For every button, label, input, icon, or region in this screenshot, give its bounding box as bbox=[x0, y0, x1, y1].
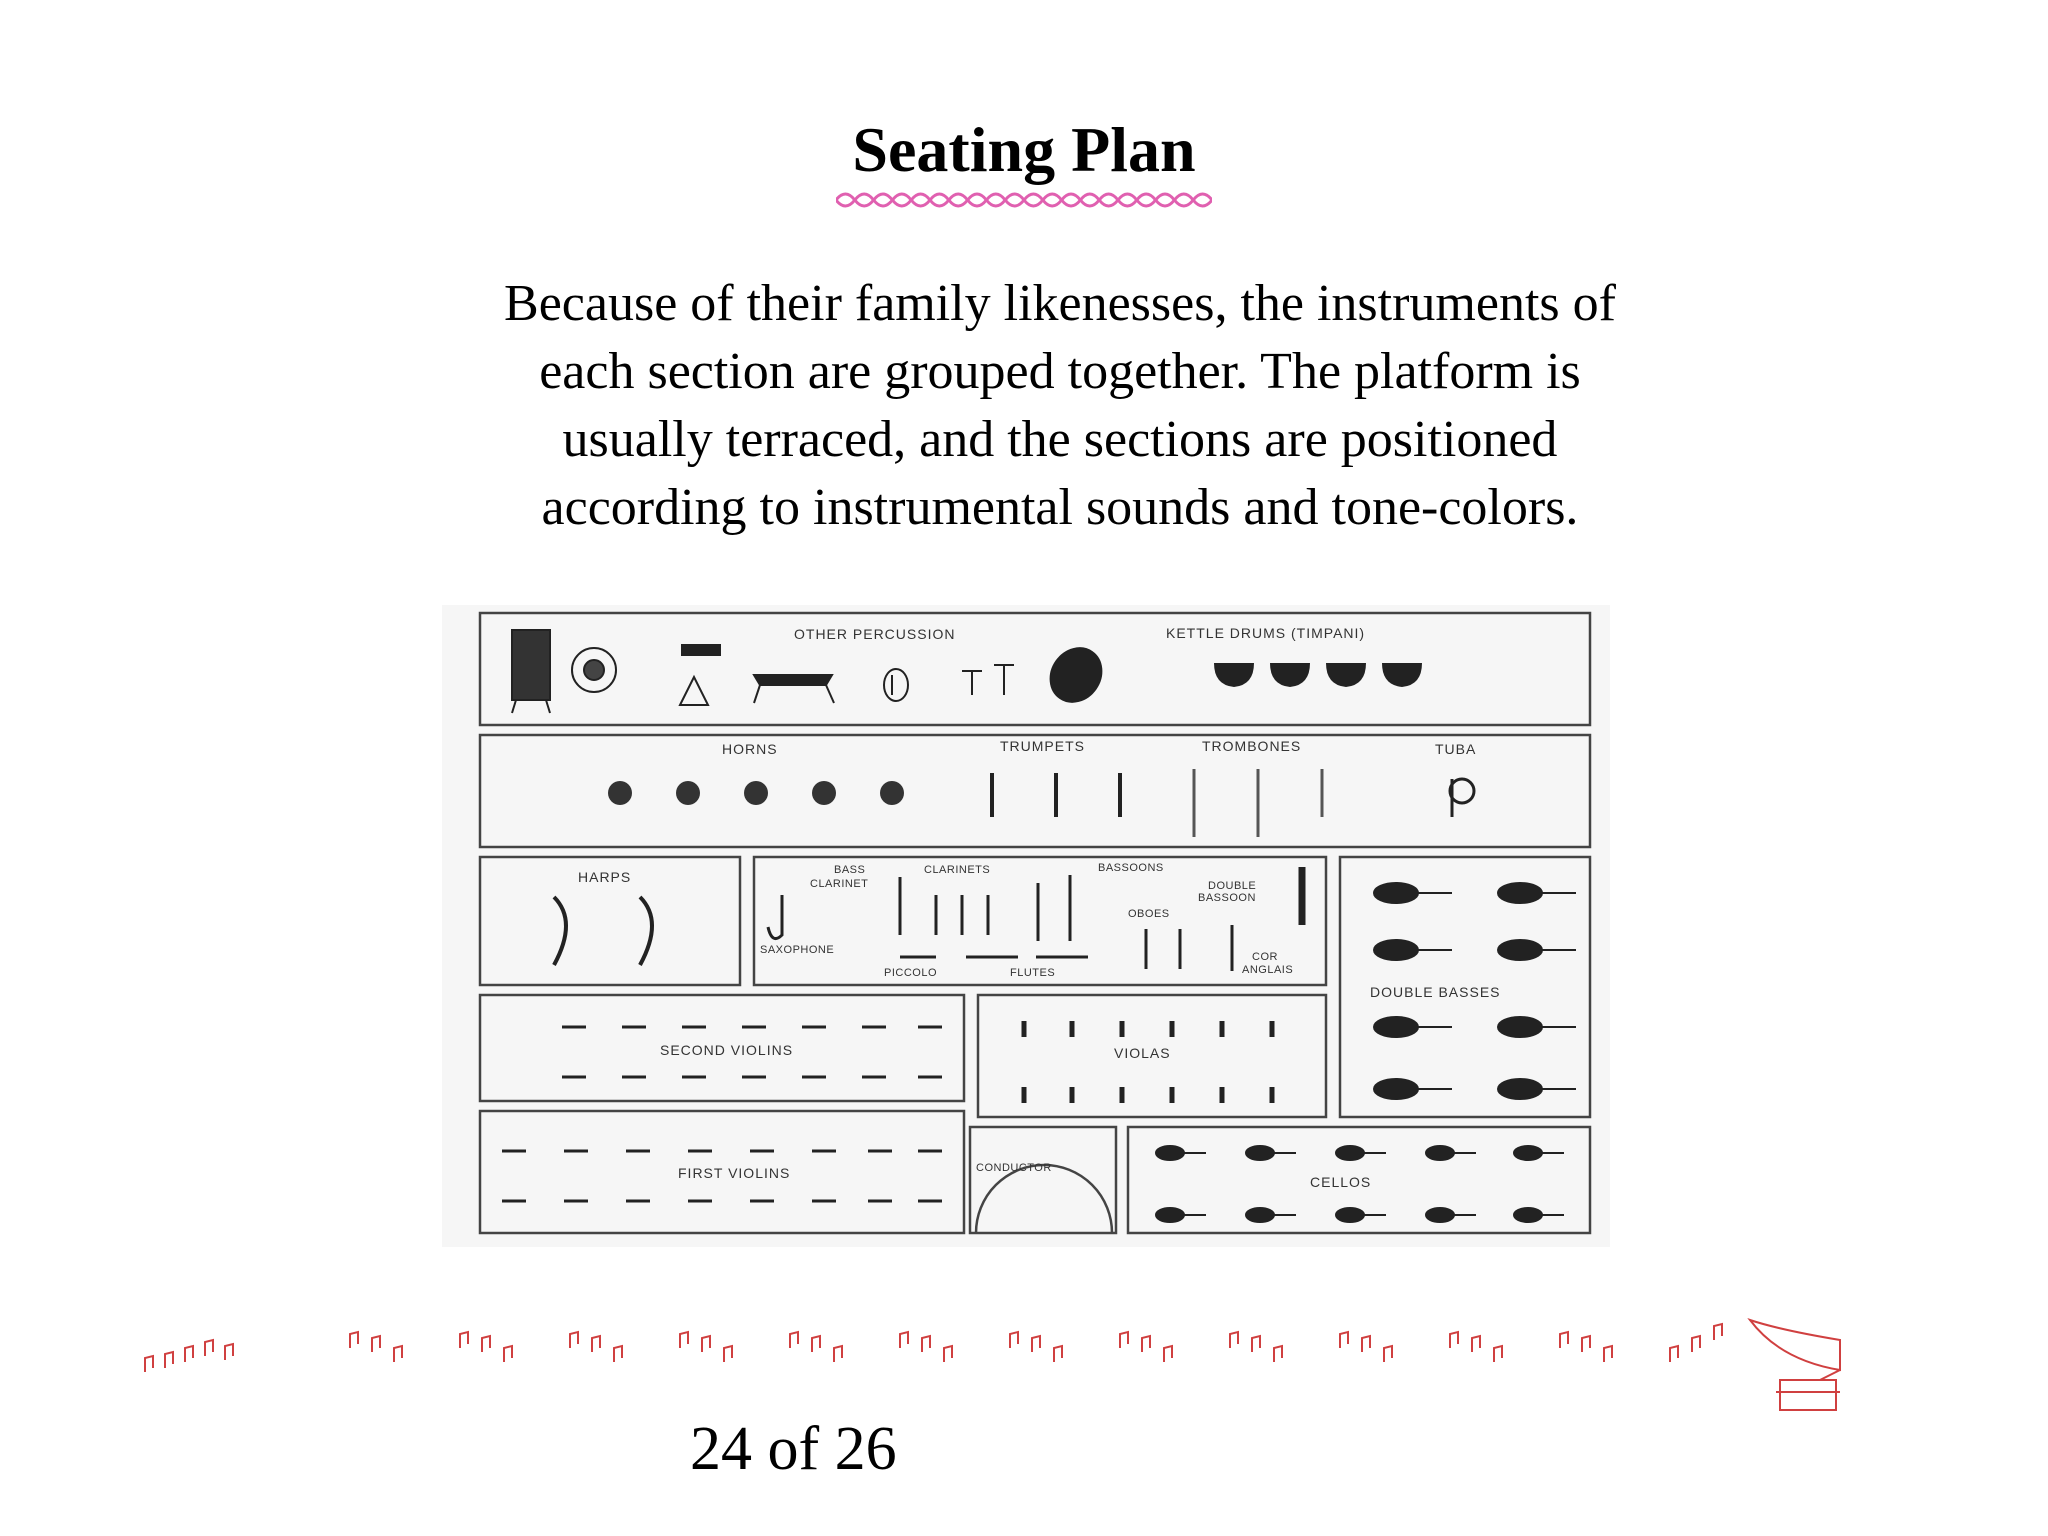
trombone-icons bbox=[1194, 769, 1322, 837]
timpani-icon bbox=[1214, 663, 1254, 687]
timpani-icons bbox=[1214, 663, 1422, 687]
label-saxophone: SAXOPHONE bbox=[760, 944, 835, 956]
label-oboes: OBOES bbox=[1128, 908, 1170, 920]
music-notes-icon bbox=[1120, 1332, 1172, 1362]
timpani-icon bbox=[1326, 663, 1366, 687]
music-notes-icon bbox=[1230, 1332, 1282, 1362]
conductor-box bbox=[970, 1127, 1116, 1233]
slide-title: Seating Plan bbox=[852, 114, 1196, 185]
double-bass-icon bbox=[1498, 1079, 1542, 1099]
cello-icon bbox=[1246, 1146, 1274, 1160]
label-cellos: CELLOS bbox=[1310, 1174, 1372, 1190]
double-bass-icon bbox=[1498, 940, 1542, 960]
cello-icon bbox=[1336, 1146, 1364, 1160]
label-first-violins: FIRST VIOLINS bbox=[678, 1165, 791, 1181]
timpani-icon bbox=[1382, 663, 1422, 687]
label-cor-anglais-1: COR bbox=[1252, 951, 1278, 963]
double-bass-icon bbox=[1498, 1017, 1542, 1037]
music-notes-icon bbox=[790, 1332, 842, 1362]
label-harps: HARPS bbox=[578, 869, 632, 885]
label-double-bassoon-2: BASSOON bbox=[1198, 892, 1256, 904]
glockenspiel-icon bbox=[682, 645, 720, 655]
title-wave-underline bbox=[836, 188, 1212, 212]
music-notes-border bbox=[140, 1300, 1940, 1430]
music-notes-icon bbox=[1340, 1332, 1392, 1362]
body-line-4: according to instrumental sounds and tone-colors. bbox=[541, 479, 1579, 536]
music-notes-icon bbox=[1670, 1324, 1722, 1362]
music-notes-icon bbox=[145, 1340, 233, 1372]
seating-plan-diagram bbox=[442, 605, 1610, 1247]
label-bassoons: BASSOONS bbox=[1098, 862, 1164, 874]
viola-icons bbox=[1024, 1021, 1272, 1103]
label-double-bassoon-1: DOUBLE bbox=[1208, 880, 1257, 892]
french-horn-icon bbox=[608, 781, 632, 805]
horn-icons bbox=[608, 781, 904, 805]
body-line-3: usually terraced, and the sections are positioned bbox=[562, 411, 1558, 468]
conductor-podium bbox=[976, 1165, 1112, 1233]
music-notes-icon bbox=[570, 1332, 622, 1362]
label-tuba: TUBA bbox=[1435, 741, 1477, 757]
label-horns: HORNS bbox=[722, 741, 778, 757]
cello-icon bbox=[1156, 1208, 1184, 1222]
bass-drum-icon bbox=[1040, 638, 1111, 711]
label-bass-clarinet-1: BASS bbox=[834, 864, 866, 876]
timpani-icon bbox=[1270, 663, 1310, 687]
label-trombones: TROMBONES bbox=[1202, 738, 1302, 754]
harp-icons bbox=[554, 897, 652, 965]
double-bass-icon bbox=[1374, 940, 1418, 960]
cello-icon bbox=[1246, 1208, 1274, 1222]
cello-icon bbox=[1426, 1208, 1454, 1222]
label-conductor: CONDUCTOR bbox=[976, 1162, 1052, 1174]
slide-body-text bbox=[360, 270, 1760, 542]
label-cor-anglais-2: ANGLAIS bbox=[1242, 964, 1294, 976]
harp-icon bbox=[640, 897, 652, 965]
body-line-2: each section are grouped together. The platform is bbox=[539, 343, 1581, 400]
label-kettle-drums: KETTLE DRUMS (TIMPANI) bbox=[1166, 625, 1366, 641]
label-violas: VIOLAS bbox=[1114, 1045, 1171, 1061]
music-notes-icon bbox=[350, 1332, 402, 1362]
double-bass-icon bbox=[1374, 883, 1418, 903]
page-number: 24 of 26 bbox=[690, 1415, 897, 1483]
french-horn-icon bbox=[812, 781, 836, 805]
xylophone-icon bbox=[754, 675, 832, 685]
label-other-percussion: OTHER PERCUSSION bbox=[794, 626, 956, 642]
gong-stand-icon bbox=[512, 630, 550, 700]
body-line-1: Because of their family likenesses, the instruments of bbox=[504, 275, 1616, 332]
saxophone-icon bbox=[768, 895, 782, 939]
cello-icon bbox=[1156, 1146, 1184, 1160]
triangle-icon bbox=[680, 677, 708, 705]
label-trumpets: TRUMPETS bbox=[1000, 738, 1085, 754]
label-flutes: FLUTES bbox=[1010, 967, 1056, 979]
french-horn-icon bbox=[744, 781, 768, 805]
label-second-violins: SECOND VIOLINS bbox=[660, 1042, 794, 1058]
label-bass-clarinet-2: CLARINET bbox=[810, 878, 869, 890]
label-double-basses: DOUBLE BASSES bbox=[1370, 984, 1501, 1000]
percussion-icons bbox=[512, 630, 1112, 713]
woodwinds-box bbox=[754, 857, 1326, 985]
cello-icon bbox=[1514, 1146, 1542, 1160]
music-notes-icon bbox=[1560, 1332, 1612, 1362]
double-bass-icon bbox=[1498, 883, 1542, 903]
music-notes-icon bbox=[900, 1332, 952, 1362]
music-notes-icon bbox=[1010, 1332, 1062, 1362]
cello-icon bbox=[1336, 1208, 1364, 1222]
double-bass-icon bbox=[1374, 1017, 1418, 1037]
music-notes-icon bbox=[680, 1332, 732, 1362]
cello-icon bbox=[1514, 1208, 1542, 1222]
french-horn-icon bbox=[676, 781, 700, 805]
percussion-box bbox=[480, 613, 1590, 725]
double-bass-icon bbox=[1374, 1079, 1418, 1099]
label-clarinets: CLARINETS bbox=[924, 864, 991, 876]
gramophone-icon bbox=[1750, 1320, 1840, 1410]
tuba-icon bbox=[1450, 779, 1474, 817]
trumpet-icons bbox=[992, 773, 1120, 817]
side-drum-icon bbox=[884, 669, 908, 701]
music-notes-icon bbox=[460, 1332, 512, 1362]
harp-icon bbox=[554, 897, 566, 965]
orchestra-seating-plan bbox=[442, 605, 1610, 1247]
cello-icon bbox=[1426, 1146, 1454, 1160]
french-horn-icon bbox=[880, 781, 904, 805]
music-notes-icon bbox=[1450, 1332, 1502, 1362]
label-piccolo: PICCOLO bbox=[884, 967, 938, 979]
